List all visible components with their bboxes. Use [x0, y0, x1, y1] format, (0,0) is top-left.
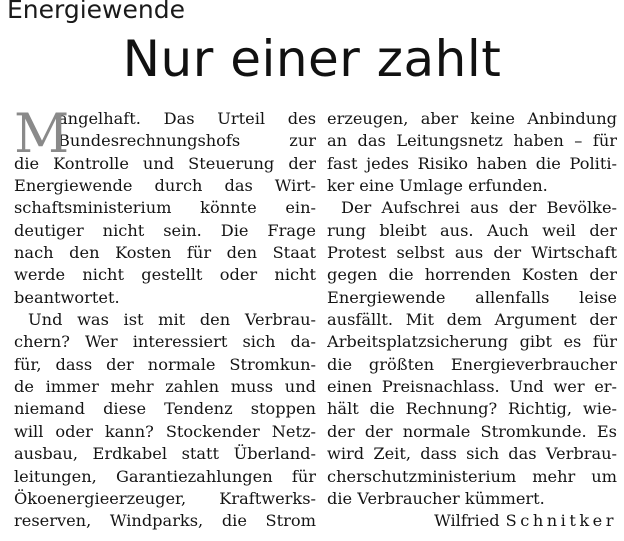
text-line: Der Aufschrei aus der Bevölke- — [341, 198, 617, 218]
text-line: chern? Wer interessiert sich da- — [14, 332, 316, 352]
drop-cap: M — [14, 102, 70, 165]
author-first-name: Wilfried — [434, 511, 500, 531]
text-line: rung bleibt aus. Auch weil der — [327, 220, 617, 240]
text-line: hält die Rechnung? Richtig, wie- — [327, 399, 617, 419]
text-line: ker eine Umlage erfunden. — [327, 176, 548, 196]
text-line: fast jedes Risiko haben die Politi- — [327, 153, 617, 173]
text-line: Energiewende durch das Wirt- — [14, 176, 316, 196]
article-column-left — [14, 102, 316, 533]
kicker: Energiewende — [7, 0, 185, 24]
text-line: an das Leitungsnetz haben – für — [327, 131, 617, 151]
text-line: deutiger nicht sein. Die Frage — [14, 220, 316, 240]
text-line: angelhaft. Das Urteil des — [58, 109, 316, 128]
text-line: beantwortet. — [14, 287, 120, 307]
text-line: schaftsministerium könnte ein- — [14, 198, 316, 218]
text-line: ausfällt. Mit dem Argument der — [327, 310, 617, 330]
headline: Nur einer zahlt — [122, 30, 502, 88]
text-line: erzeugen, aber keine Anbindung — [327, 109, 617, 128]
text-line: der der normale Stromkunde. Es — [327, 421, 617, 441]
text-line: werde nicht gestellt oder nicht — [14, 265, 316, 285]
text-line: für, dass der normale Stromkun- — [14, 354, 316, 374]
author-last-name: Schnitker — [505, 511, 617, 531]
text-line: reserven, Windparks, die Strom — [14, 511, 316, 531]
text-line: Und was ist mit den Verbrau- — [28, 310, 316, 330]
text-line: einen Preisnachlass. Und wer er- — [327, 377, 617, 397]
text-line: leitungen, Garantiezahlungen für — [14, 466, 316, 486]
text-line: niemand diese Tendenz stoppen — [14, 399, 316, 419]
text-line: Bundesrechnungshofs zur — [58, 131, 316, 151]
text-line: ausbau, Erdkabel statt Überland- — [14, 444, 316, 464]
author-signature — [327, 510, 617, 532]
text-line: will oder kann? Stockender Netz- — [14, 421, 316, 441]
text-line: Energiewende allenfalls leise — [327, 287, 617, 307]
text-line: cherschutzministerium mehr um — [327, 466, 617, 486]
article-column-right — [327, 108, 617, 533]
text-line: de immer mehr zahlen muss und — [14, 377, 316, 397]
text-line: die größten Energieverbraucher — [327, 354, 617, 374]
text-line: Protest selbst aus der Wirtschaft — [327, 243, 617, 263]
text-line: die Verbraucher kümmert. — [327, 488, 545, 508]
text-line: Ökoenergieerzeuger, Kraftwerks- — [14, 488, 316, 508]
text-line: Arbeitsplatzsicherung gibt es für — [327, 332, 617, 352]
text-line: gegen die horrenden Kosten der — [327, 265, 617, 285]
text-line: die Kontrolle und Steuerung der — [14, 153, 316, 173]
text-line: nach den Kosten für den Staat — [14, 243, 316, 263]
text-line: wird Zeit, dass sich das Verbrau- — [327, 444, 617, 464]
